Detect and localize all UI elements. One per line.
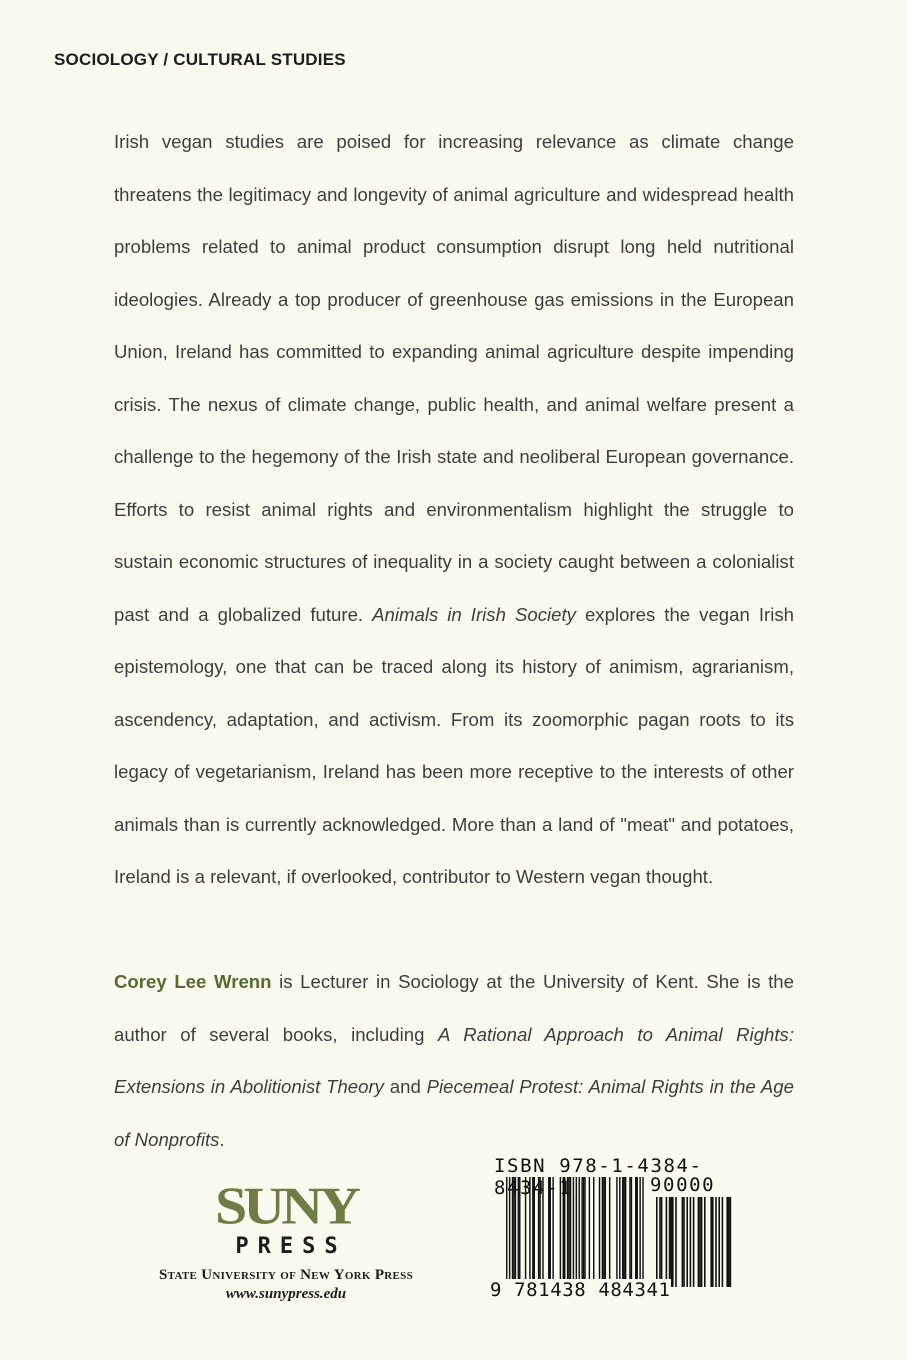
addon-bar: [675, 1197, 677, 1287]
addon-bar: [726, 1197, 728, 1287]
author-bio: [114, 956, 794, 1166]
description-paragraph: [114, 116, 794, 904]
publisher-name: State University of New York Press: [158, 1267, 414, 1283]
bio-text-2: and: [383, 1076, 427, 1097]
author-name: Corey Lee Wrenn: [114, 971, 272, 992]
publisher-logo: [146, 1175, 426, 1303]
addon-bar: [722, 1197, 724, 1287]
category-label: SOCIOLOGY / CULTURAL STUDIES: [54, 50, 346, 69]
addon-bar: [656, 1197, 658, 1287]
addon-bar: [718, 1197, 720, 1287]
price-code: 90000: [650, 1174, 716, 1196]
bio-book-1: A Rational Approach to Animal Rights: Extensions in Abolitionist Theory: [114, 1023, 794, 1097]
addon-bar: [659, 1197, 661, 1287]
addon-bar: [669, 1197, 671, 1287]
ean-digits: 9 781438 484341: [490, 1279, 671, 1301]
addon-bar: [730, 1197, 732, 1287]
book-title: Animals in Irish Society: [372, 603, 576, 625]
addon-bar: [699, 1197, 701, 1287]
addon-bar: [715, 1197, 717, 1287]
bio-text-3: .: [219, 1128, 225, 1150]
addon-bar: [690, 1197, 692, 1287]
addon-bar: [712, 1197, 714, 1287]
addon-bar: [701, 1197, 703, 1287]
addon-bar: [683, 1197, 685, 1287]
book-description: [114, 116, 794, 904]
addon-bar: [710, 1197, 712, 1287]
addon-bar: [728, 1197, 730, 1287]
addon-bar: [670, 1197, 672, 1287]
isbn-label: ISBN 978-1-4384-8434-1: [494, 1155, 703, 1199]
addon-bar: [704, 1197, 706, 1287]
addon-bar: [686, 1197, 688, 1287]
suny-wordmark: SUNY: [215, 1175, 357, 1236]
description-text-1: Irish vegan studies are poised for increasing relevance as climate change threatens the legitimacy and longevity of animal agriculture and widespread health problems related to animal product consumption disrupt long held nutritional ideologies. Already a top producer of greenhouse gas emissions in the European Union, Ireland has committed to expanding animal agriculture despite impending crisis. The nexus of climate change, public health, and animal welfare present a challenge to the hegemony of the Irish state and neoliberal European governance. Efforts to resist animal rights and environmentalism highlight the struggle to sustain economic structures of inequality in a society caught between a colonialist past and a globalized future.: [114, 131, 794, 625]
addon-bar: [682, 1197, 684, 1287]
isbn-barcode: [486, 1152, 756, 1308]
bio-paragraph: [114, 956, 794, 1166]
bio-book-2: Piecemeal Protest: Animal Rights in the Age of Nonprofits: [114, 1076, 794, 1150]
description-text-2: explores the vegan Irish epistemology, one that can be traced along its history of animism, agrarianism, ascendency, adaptation, and activism. From its zoomorphic pagan roots to its legacy of vegetarianism, Ireland has been more receptive to the interests of other animals than is currently acknowledged. More than a land of "meat" and potatoes, Ireland is a relevant, if overlooked, contributor to Western vegan thought.: [114, 603, 794, 887]
addon-bar: [672, 1197, 674, 1287]
bio-text-1: is Lecturer in Sociology at the University of Kent. She is the author of several books, including: [114, 971, 794, 1045]
addon-bar: [666, 1197, 668, 1287]
press-wordmark: PRESS: [235, 1234, 347, 1259]
addon-bar: [661, 1197, 663, 1287]
addon-bar: [698, 1197, 700, 1287]
addon-bar: [693, 1197, 695, 1287]
publisher-website: www.sunypress.edu: [225, 1286, 347, 1302]
